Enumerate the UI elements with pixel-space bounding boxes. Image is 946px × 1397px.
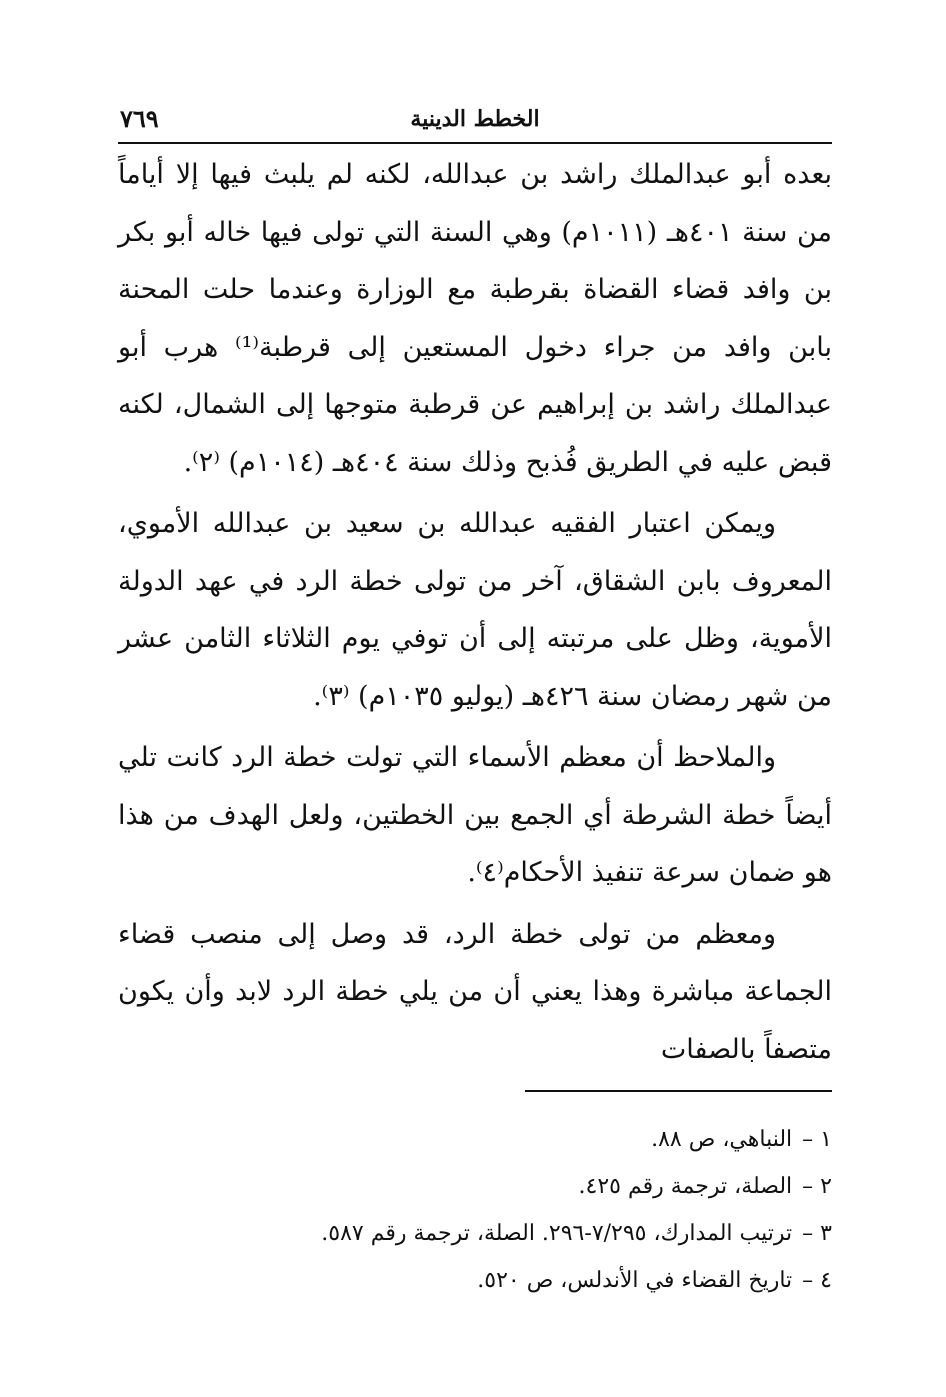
paragraph-2: ويمكن اعتبار الفقيه عبدالله بن سعيد بن عبدالله الأموي، المعروف بابن الشقاق، آخر من تولى خطة الرد في عهد الدولة الأموية، وظل على مرتبته إلى أن توفي يوم الثلاثاء الثامن عشر من شهر رمضان سنة ٤٢٦هـ (يوليو ١٠٣٥م) ⁽٣⁾. (118, 508, 832, 712)
paragraph-1: بعده أبو عبدالملك راشد بن عبدالله، لكنه لم يلبث فيها إلا أياماً من سنة ٤٠١هـ (١٠١١م) وهي السنة التي تولى فيها خاله أبو بكر بن وافد قضاء القضاة بقرطبة مع الوزارة وعندما حلت المحنة بابن وافد من جراء دخول المستعين إلى قرطبة⁽¹⁾ هرب أبو عبدالملك راشد بن إبراهيم عن قرطبة متوجها إلى الشمال، لكنه قبض عليه في الطريق فُذبح وذلك سنة ٤٠٤هـ (١٠١٤م) ⁽٢⁾. (118, 159, 833, 478)
footnote-number: ٤ – (802, 1268, 832, 1293)
paragraph-3: والملاحظ أن معظم الأسماء التي تولت خطة الرد كانت تلي أيضاً خطة الشرطة أي الجمع بين الخطتين، ولعل الهدف من هذا هو ضمان سرعة تنفيذ الأحكام⁽٤⁾. (118, 742, 832, 888)
page-header (118, 100, 832, 140)
paragraph-4: ومعظم من تولى خطة الرد، قد وصل إلى منصب قضاء الجماعة مباشرة وهذا يعني أن من يلي خطة الرد لابد وأن يكون متصفاً بالصفات (118, 918, 832, 1065)
header-rule (118, 142, 832, 144)
footnote-number: ٢ – (802, 1174, 832, 1199)
footnote-number: ١ – (802, 1127, 832, 1152)
footnote-text: تاريخ القضاء في الأندلس، ص ٥٢٠. (477, 1268, 793, 1293)
footnotes (118, 1116, 832, 1304)
footnote-2 (118, 1163, 832, 1210)
footnote-3 (118, 1210, 832, 1257)
footnote-1 (118, 1116, 832, 1163)
footnote-text: ترتيب المدارك، ٧/٢٩٥-٢٩٦. الصلة، ترجمة رقم ٥٨٧. (321, 1221, 793, 1246)
footnote-separator (525, 1090, 832, 1092)
footnote-text: النباهي، ص ٨٨. (651, 1127, 793, 1152)
footnote-text: الصلة، ترجمة رقم ٤٢٥. (578, 1174, 793, 1199)
page-number: ٧٦٩ (120, 104, 159, 133)
body-text (118, 146, 832, 1078)
running-title: الخطط الدينية (410, 106, 540, 132)
footnote-number: ٣ – (802, 1221, 832, 1246)
footnote-4 (118, 1257, 832, 1304)
